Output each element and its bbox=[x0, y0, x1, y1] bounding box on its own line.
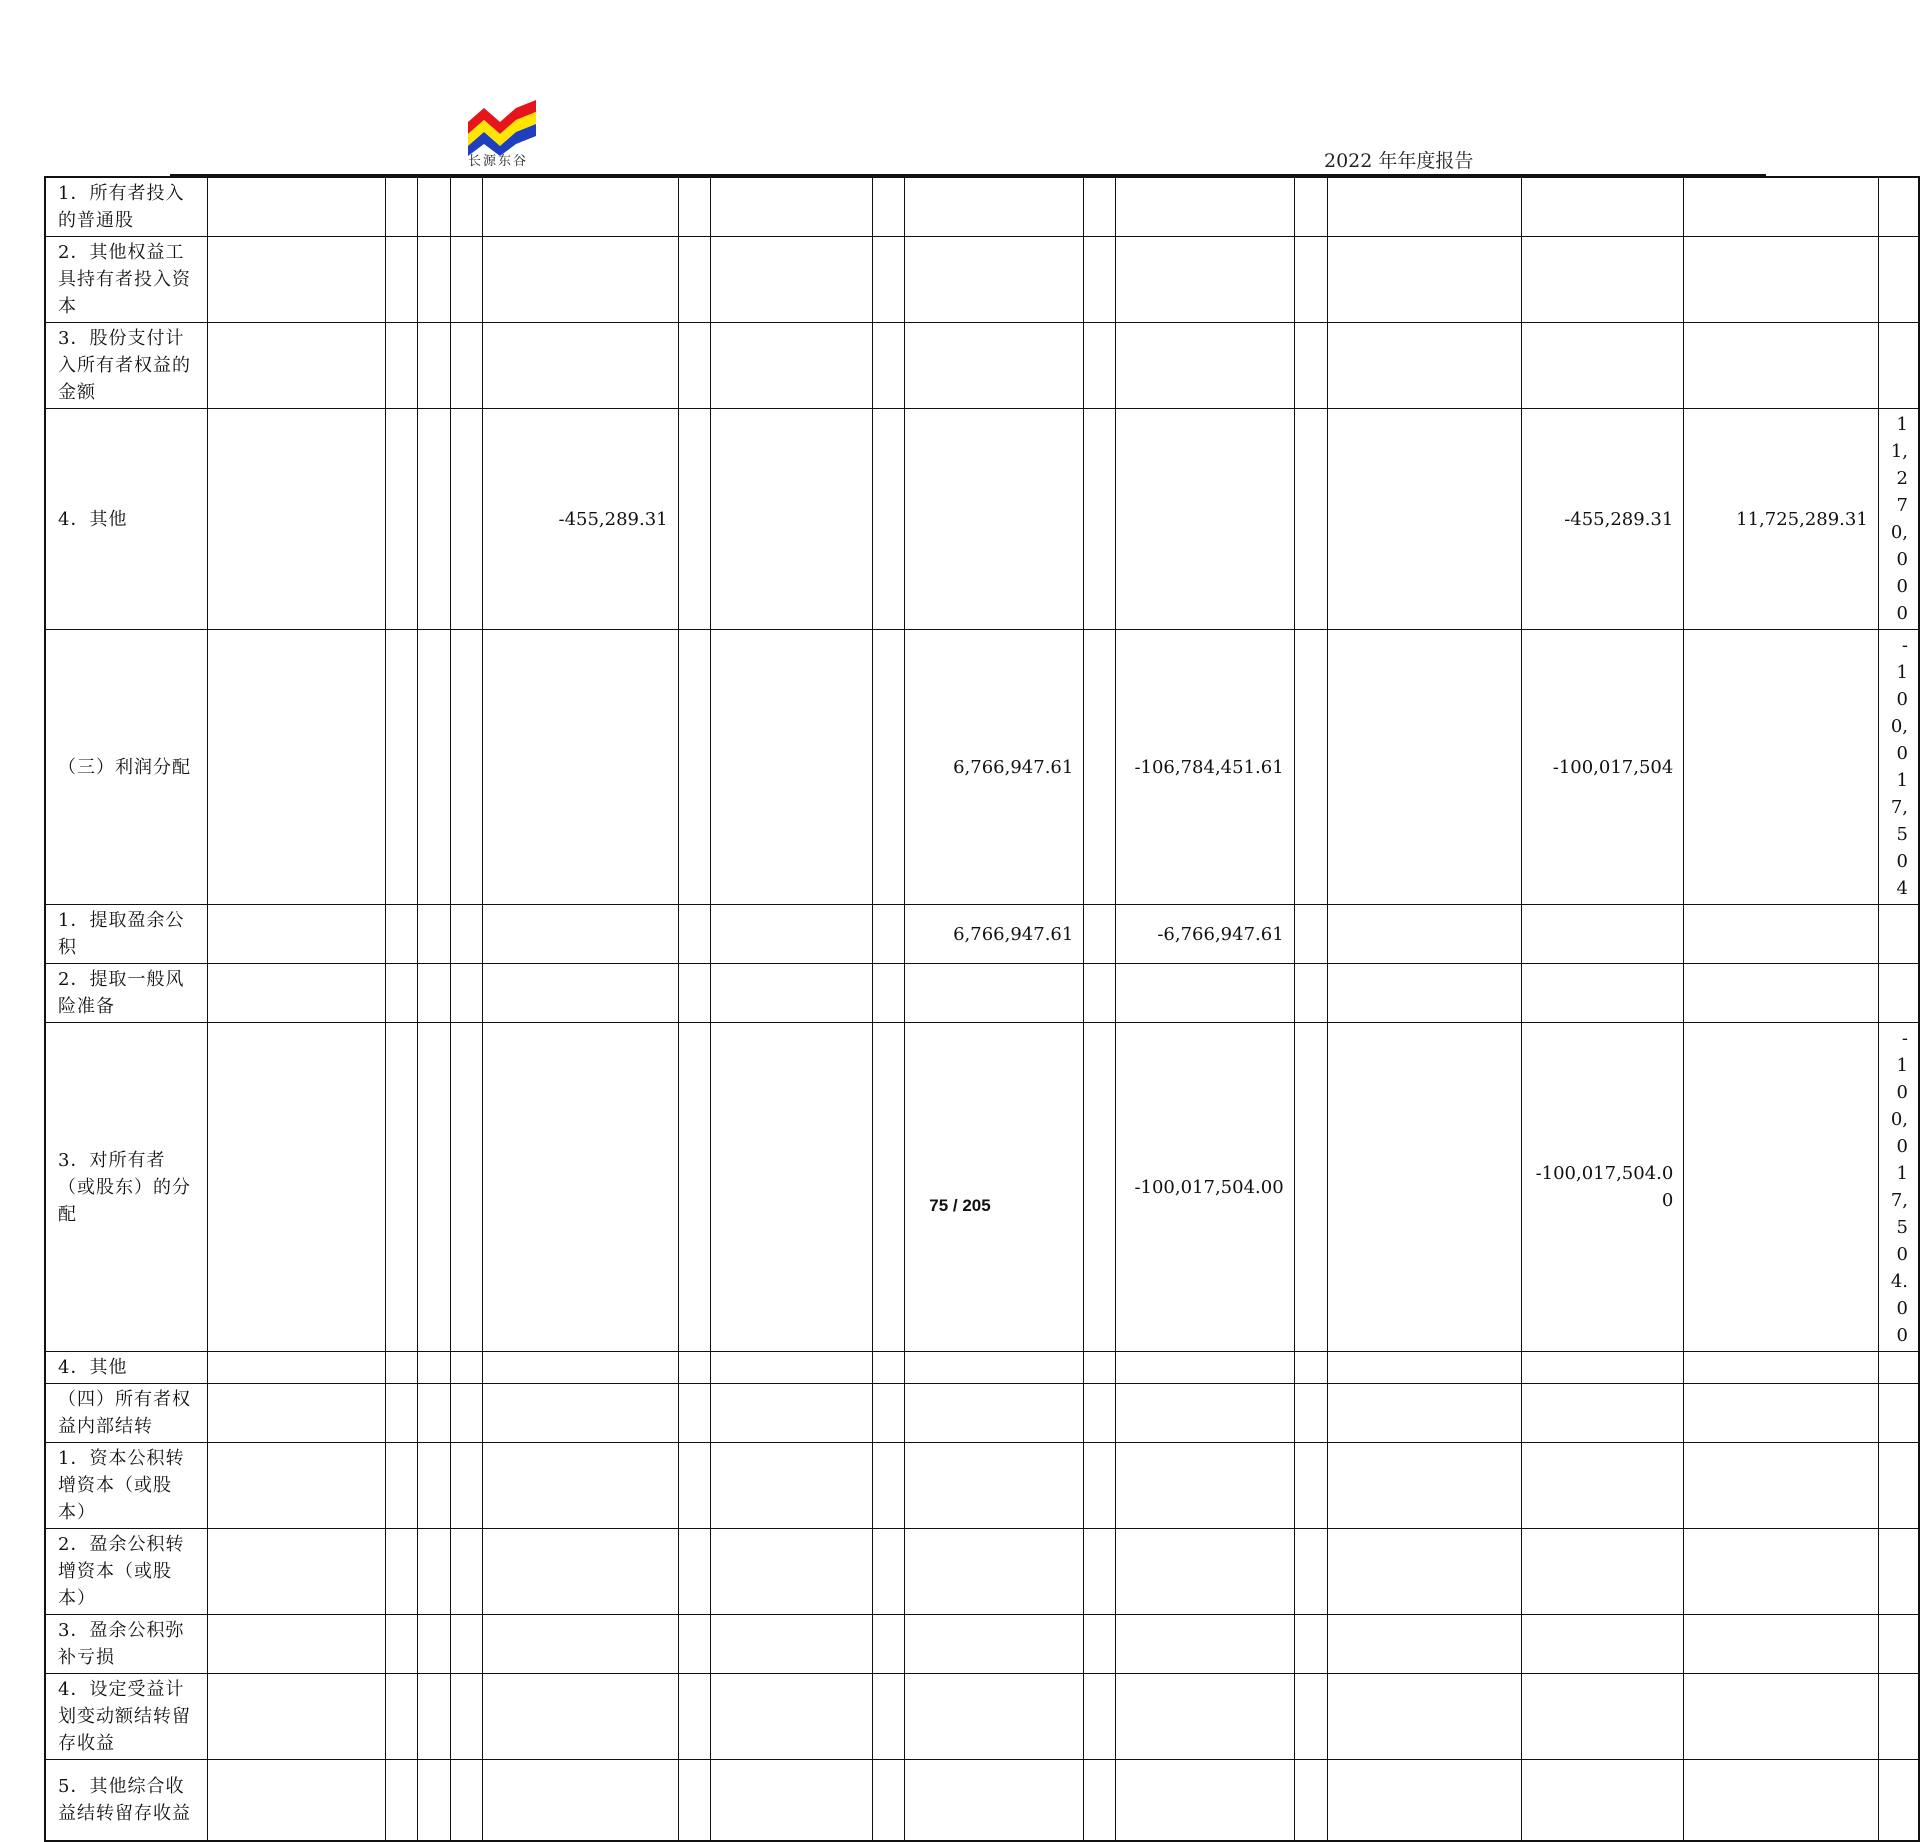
table-cell bbox=[386, 1352, 418, 1384]
table-cell bbox=[1294, 1443, 1327, 1529]
table-cell bbox=[483, 1384, 678, 1443]
table-cell bbox=[451, 1352, 483, 1384]
table-cell bbox=[710, 323, 872, 409]
table-cell bbox=[1521, 237, 1683, 323]
table-cell: 11,270,000 bbox=[1878, 409, 1919, 630]
table-cell bbox=[872, 1674, 904, 1760]
table-cell bbox=[1294, 323, 1327, 409]
table-cell: -100,017,504.00 bbox=[1521, 1023, 1683, 1352]
table-cell bbox=[678, 1760, 710, 1841]
table-cell: -100,017,504 bbox=[1521, 630, 1683, 905]
table-cell bbox=[386, 905, 418, 964]
table-cell bbox=[1878, 905, 1919, 964]
table-row bbox=[45, 1674, 1919, 1760]
table-cell: 6,766,947.61 bbox=[904, 905, 1083, 964]
table-cell: 6,766,947.61 bbox=[904, 630, 1083, 905]
table-cell bbox=[904, 1443, 1083, 1529]
table-cell bbox=[872, 1615, 904, 1674]
table-cell bbox=[1116, 177, 1294, 237]
table-cell bbox=[1684, 323, 1878, 409]
table-cell bbox=[386, 964, 418, 1023]
table-cell bbox=[208, 1674, 386, 1760]
table-cell bbox=[1327, 409, 1521, 630]
table-cell bbox=[1084, 1023, 1116, 1352]
table-row bbox=[45, 964, 1919, 1023]
table-cell bbox=[1521, 323, 1683, 409]
table-cell bbox=[386, 1674, 418, 1760]
table-cell bbox=[418, 630, 451, 905]
row-label: 4．其他 bbox=[45, 409, 208, 630]
table-cell bbox=[418, 323, 451, 409]
table-cell bbox=[710, 1443, 872, 1529]
table-cell bbox=[1327, 1023, 1521, 1352]
table-cell bbox=[208, 630, 386, 905]
table-cell bbox=[483, 177, 678, 237]
table-cell bbox=[418, 177, 451, 237]
table-cell bbox=[904, 1674, 1083, 1760]
table-cell bbox=[451, 1529, 483, 1615]
table-cell bbox=[1521, 1615, 1683, 1674]
table-cell bbox=[1327, 237, 1521, 323]
table-cell bbox=[678, 323, 710, 409]
table-cell bbox=[451, 237, 483, 323]
table-row bbox=[45, 237, 1919, 323]
table-cell bbox=[418, 1615, 451, 1674]
table-cell bbox=[872, 1760, 904, 1841]
table-cell bbox=[1327, 630, 1521, 905]
table-cell bbox=[872, 1023, 904, 1352]
table-cell bbox=[1521, 1674, 1683, 1760]
table-cell bbox=[710, 964, 872, 1023]
table-cell bbox=[1684, 630, 1878, 905]
table-cell bbox=[1084, 1760, 1116, 1841]
table-cell bbox=[1294, 1352, 1327, 1384]
table-cell bbox=[418, 1529, 451, 1615]
table-cell bbox=[386, 630, 418, 905]
table-cell bbox=[904, 1384, 1083, 1443]
table-row bbox=[45, 1443, 1919, 1529]
table-cell bbox=[451, 964, 483, 1023]
table-cell bbox=[451, 1674, 483, 1760]
table-cell bbox=[208, 1529, 386, 1615]
row-label: 1．所有者投入的普通股 bbox=[45, 177, 208, 237]
table-cell bbox=[678, 177, 710, 237]
table-cell bbox=[451, 1384, 483, 1443]
table-cell bbox=[483, 1352, 678, 1384]
table-cell bbox=[483, 1023, 678, 1352]
table-cell bbox=[1294, 905, 1327, 964]
table-cell bbox=[208, 237, 386, 323]
table-cell bbox=[904, 177, 1083, 237]
table-cell bbox=[208, 905, 386, 964]
logo-caption: 长源东谷 bbox=[468, 154, 529, 169]
table-cell bbox=[451, 323, 483, 409]
table-cell bbox=[483, 1443, 678, 1529]
table-cell bbox=[678, 409, 710, 630]
table-cell bbox=[1116, 237, 1294, 323]
table-cell bbox=[208, 1615, 386, 1674]
table-row bbox=[45, 1529, 1919, 1615]
table-cell bbox=[1294, 409, 1327, 630]
table-cell bbox=[386, 1384, 418, 1443]
table-cell bbox=[1327, 964, 1521, 1023]
table-cell bbox=[904, 964, 1083, 1023]
table-cell bbox=[1084, 177, 1116, 237]
table-cell bbox=[710, 1023, 872, 1352]
table-cell bbox=[710, 1760, 872, 1841]
table-cell bbox=[1084, 630, 1116, 905]
table-cell bbox=[710, 1384, 872, 1443]
table-cell bbox=[1327, 1615, 1521, 1674]
table-cell bbox=[1327, 905, 1521, 964]
page-number: 75 / 205 bbox=[929, 1196, 991, 1215]
table-cell bbox=[710, 1352, 872, 1384]
table-cell bbox=[208, 1760, 386, 1841]
table-cell bbox=[1084, 1529, 1116, 1615]
table-cell bbox=[386, 1615, 418, 1674]
table-cell bbox=[1084, 1384, 1116, 1443]
table-cell bbox=[1684, 1384, 1878, 1443]
table-cell bbox=[872, 1352, 904, 1384]
table-cell bbox=[872, 964, 904, 1023]
report-title: 2022 年年度报告 bbox=[1324, 150, 1474, 172]
table-cell bbox=[710, 1529, 872, 1615]
table-cell bbox=[872, 905, 904, 964]
table-cell bbox=[451, 177, 483, 237]
table-row bbox=[45, 1760, 1919, 1841]
table-cell bbox=[418, 1674, 451, 1760]
table-cell bbox=[1116, 964, 1294, 1023]
table-cell bbox=[1878, 177, 1919, 237]
table-cell bbox=[1116, 1529, 1294, 1615]
table-cell bbox=[1116, 1352, 1294, 1384]
table-cell bbox=[418, 237, 451, 323]
table-cell: -100,017,504.00 bbox=[1878, 1023, 1919, 1352]
table-cell bbox=[418, 1384, 451, 1443]
table-cell bbox=[451, 409, 483, 630]
table-cell bbox=[1327, 323, 1521, 409]
table-cell bbox=[1684, 1674, 1878, 1760]
table-cell bbox=[1878, 1529, 1919, 1615]
table-cell bbox=[418, 1760, 451, 1841]
table-cell bbox=[678, 630, 710, 905]
table-cell bbox=[483, 630, 678, 905]
row-label: 2．其他权益工具持有者投入资本 bbox=[45, 237, 208, 323]
table-cell bbox=[386, 323, 418, 409]
table-cell bbox=[451, 1443, 483, 1529]
table-cell bbox=[483, 1615, 678, 1674]
table-cell bbox=[872, 1529, 904, 1615]
table-cell bbox=[1878, 964, 1919, 1023]
table-cell bbox=[1521, 1760, 1683, 1841]
table-cell bbox=[1684, 905, 1878, 964]
table-cell bbox=[710, 630, 872, 905]
table-body bbox=[45, 177, 1919, 1841]
table-cell: 11,725,289.31 bbox=[1684, 409, 1878, 630]
table-cell: -106,784,451.61 bbox=[1116, 630, 1294, 905]
table-cell bbox=[1684, 1352, 1878, 1384]
table-cell bbox=[1084, 1443, 1116, 1529]
table-row bbox=[45, 630, 1919, 905]
table-cell bbox=[1521, 1384, 1683, 1443]
table-cell bbox=[678, 1352, 710, 1384]
row-label: 2．盈余公积转增资本（或股本） bbox=[45, 1529, 208, 1615]
table-cell bbox=[1327, 1674, 1521, 1760]
table-row bbox=[45, 409, 1919, 630]
table-cell bbox=[904, 1615, 1083, 1674]
table-row bbox=[45, 905, 1919, 964]
table-cell bbox=[872, 1384, 904, 1443]
table-cell bbox=[1294, 1615, 1327, 1674]
table-cell bbox=[1521, 177, 1683, 237]
table-cell: -6,766,947.61 bbox=[1116, 905, 1294, 964]
table-cell bbox=[483, 1674, 678, 1760]
row-label: 5．其他综合收益结转留存收益 bbox=[45, 1760, 208, 1841]
table-cell: -100,017,504.00 bbox=[1116, 1023, 1294, 1352]
table-cell bbox=[678, 1529, 710, 1615]
table-cell bbox=[710, 237, 872, 323]
table-cell bbox=[1084, 905, 1116, 964]
table-cell bbox=[678, 1023, 710, 1352]
table-cell bbox=[1084, 964, 1116, 1023]
table-cell bbox=[451, 630, 483, 905]
table-cell bbox=[1878, 1352, 1919, 1384]
table-cell bbox=[1521, 1352, 1683, 1384]
row-label: 2．提取一般风险准备 bbox=[45, 964, 208, 1023]
table-cell bbox=[1684, 1615, 1878, 1674]
table-cell bbox=[678, 1443, 710, 1529]
table-cell bbox=[1116, 409, 1294, 630]
table-cell bbox=[1878, 1443, 1919, 1529]
table-cell bbox=[1084, 323, 1116, 409]
table-cell bbox=[483, 1529, 678, 1615]
table-cell bbox=[904, 1529, 1083, 1615]
table-cell bbox=[386, 409, 418, 630]
table-cell bbox=[386, 237, 418, 323]
row-label: 1．提取盈余公积 bbox=[45, 905, 208, 964]
table-cell bbox=[208, 1352, 386, 1384]
table-cell bbox=[1116, 1384, 1294, 1443]
table-cell bbox=[418, 964, 451, 1023]
table-cell bbox=[1294, 1384, 1327, 1443]
table-cell bbox=[678, 905, 710, 964]
table-cell bbox=[1084, 1352, 1116, 1384]
table-cell bbox=[1878, 1760, 1919, 1841]
table-cell: -100,017,504 bbox=[1878, 630, 1919, 905]
table-cell bbox=[1084, 409, 1116, 630]
table-cell bbox=[483, 964, 678, 1023]
table-cell bbox=[1521, 964, 1683, 1023]
table-cell bbox=[1116, 1443, 1294, 1529]
table-cell bbox=[1878, 1384, 1919, 1443]
table-cell bbox=[386, 177, 418, 237]
row-label: （四）所有者权益内部结转 bbox=[45, 1384, 208, 1443]
table-cell bbox=[1521, 1443, 1683, 1529]
table-cell bbox=[451, 1760, 483, 1841]
table-cell bbox=[208, 409, 386, 630]
table-cell bbox=[208, 323, 386, 409]
table-cell bbox=[678, 1384, 710, 1443]
table-cell bbox=[418, 1023, 451, 1352]
table-cell bbox=[483, 905, 678, 964]
table-cell bbox=[1116, 1760, 1294, 1841]
table-cell bbox=[1327, 1443, 1521, 1529]
table-cell bbox=[1684, 237, 1878, 323]
table-cell bbox=[451, 905, 483, 964]
table-cell bbox=[904, 1023, 1083, 1352]
table-cell bbox=[904, 237, 1083, 323]
table-cell bbox=[710, 1674, 872, 1760]
table-cell bbox=[872, 323, 904, 409]
table-cell bbox=[710, 1615, 872, 1674]
table-cell bbox=[872, 409, 904, 630]
table-cell bbox=[483, 323, 678, 409]
table-cell bbox=[1294, 1023, 1327, 1352]
table-cell bbox=[208, 1384, 386, 1443]
table-cell bbox=[1294, 1760, 1327, 1841]
table-cell bbox=[904, 1352, 1083, 1384]
table-cell bbox=[1084, 1615, 1116, 1674]
table-cell bbox=[678, 1674, 710, 1760]
table-cell bbox=[872, 237, 904, 323]
table-cell: -455,289.31 bbox=[483, 409, 678, 630]
table-row bbox=[45, 1384, 1919, 1443]
row-label: （三）利润分配 bbox=[45, 630, 208, 905]
table-cell bbox=[1684, 964, 1878, 1023]
table-cell bbox=[1521, 1529, 1683, 1615]
table-cell bbox=[1878, 237, 1919, 323]
table-cell bbox=[451, 1023, 483, 1352]
table-cell bbox=[483, 1760, 678, 1841]
row-label: 3．盈余公积弥补亏损 bbox=[45, 1615, 208, 1674]
table-cell bbox=[710, 177, 872, 237]
table-cell bbox=[1878, 323, 1919, 409]
row-label: 4．设定受益计划变动额结转留存收益 bbox=[45, 1674, 208, 1760]
table-cell bbox=[678, 964, 710, 1023]
table-cell bbox=[418, 1443, 451, 1529]
table-cell bbox=[386, 1443, 418, 1529]
table-cell bbox=[1684, 1760, 1878, 1841]
table-cell bbox=[1116, 1615, 1294, 1674]
table-cell bbox=[1327, 1352, 1521, 1384]
row-label: 3．对所有者（或股东）的分配 bbox=[45, 1023, 208, 1352]
row-label: 1．资本公积转增资本（或股本） bbox=[45, 1443, 208, 1529]
table-cell bbox=[1084, 1674, 1116, 1760]
table-row bbox=[45, 1023, 1919, 1352]
table-cell bbox=[208, 1443, 386, 1529]
table-cell bbox=[1294, 1674, 1327, 1760]
table-cell bbox=[1084, 237, 1116, 323]
table-cell bbox=[208, 1023, 386, 1352]
table-cell bbox=[904, 409, 1083, 630]
table-cell bbox=[678, 1615, 710, 1674]
table-cell bbox=[1327, 177, 1521, 237]
table-cell bbox=[710, 905, 872, 964]
table-cell bbox=[1294, 177, 1327, 237]
table-cell bbox=[904, 323, 1083, 409]
table-cell: -455,289.31 bbox=[1521, 409, 1683, 630]
row-label: 4．其他 bbox=[45, 1352, 208, 1384]
table-cell bbox=[1294, 964, 1327, 1023]
table-cell bbox=[386, 1023, 418, 1352]
table-cell bbox=[1294, 1529, 1327, 1615]
table-cell bbox=[451, 1615, 483, 1674]
table-cell bbox=[386, 1760, 418, 1841]
table-cell bbox=[1684, 177, 1878, 237]
row-label: 3．股份支付计入所有者权益的金额 bbox=[45, 323, 208, 409]
table-cell bbox=[1294, 237, 1327, 323]
table-row bbox=[45, 323, 1919, 409]
table-cell bbox=[1878, 1615, 1919, 1674]
table-cell bbox=[1116, 323, 1294, 409]
table-cell bbox=[1684, 1529, 1878, 1615]
table-cell bbox=[872, 1443, 904, 1529]
table-cell bbox=[1294, 630, 1327, 905]
table-cell bbox=[1327, 1760, 1521, 1841]
table-cell bbox=[418, 1352, 451, 1384]
table-cell bbox=[208, 177, 386, 237]
table-cell bbox=[872, 630, 904, 905]
table-cell bbox=[710, 409, 872, 630]
table-cell bbox=[872, 177, 904, 237]
table-cell bbox=[208, 964, 386, 1023]
table-row bbox=[45, 1615, 1919, 1674]
table-cell bbox=[1116, 1674, 1294, 1760]
table-row bbox=[45, 177, 1919, 237]
table-cell bbox=[1684, 1443, 1878, 1529]
table-cell bbox=[418, 905, 451, 964]
table-cell bbox=[1327, 1384, 1521, 1443]
equity-change-table bbox=[44, 176, 1920, 1842]
table-cell bbox=[483, 237, 678, 323]
table-cell bbox=[386, 1529, 418, 1615]
table-cell bbox=[904, 1760, 1083, 1841]
table-row bbox=[45, 1352, 1919, 1384]
table-cell bbox=[1327, 1529, 1521, 1615]
table-cell bbox=[678, 237, 710, 323]
table-cell bbox=[1521, 905, 1683, 964]
table-cell bbox=[1684, 1023, 1878, 1352]
table-cell bbox=[418, 409, 451, 630]
table-cell bbox=[1878, 1674, 1919, 1760]
